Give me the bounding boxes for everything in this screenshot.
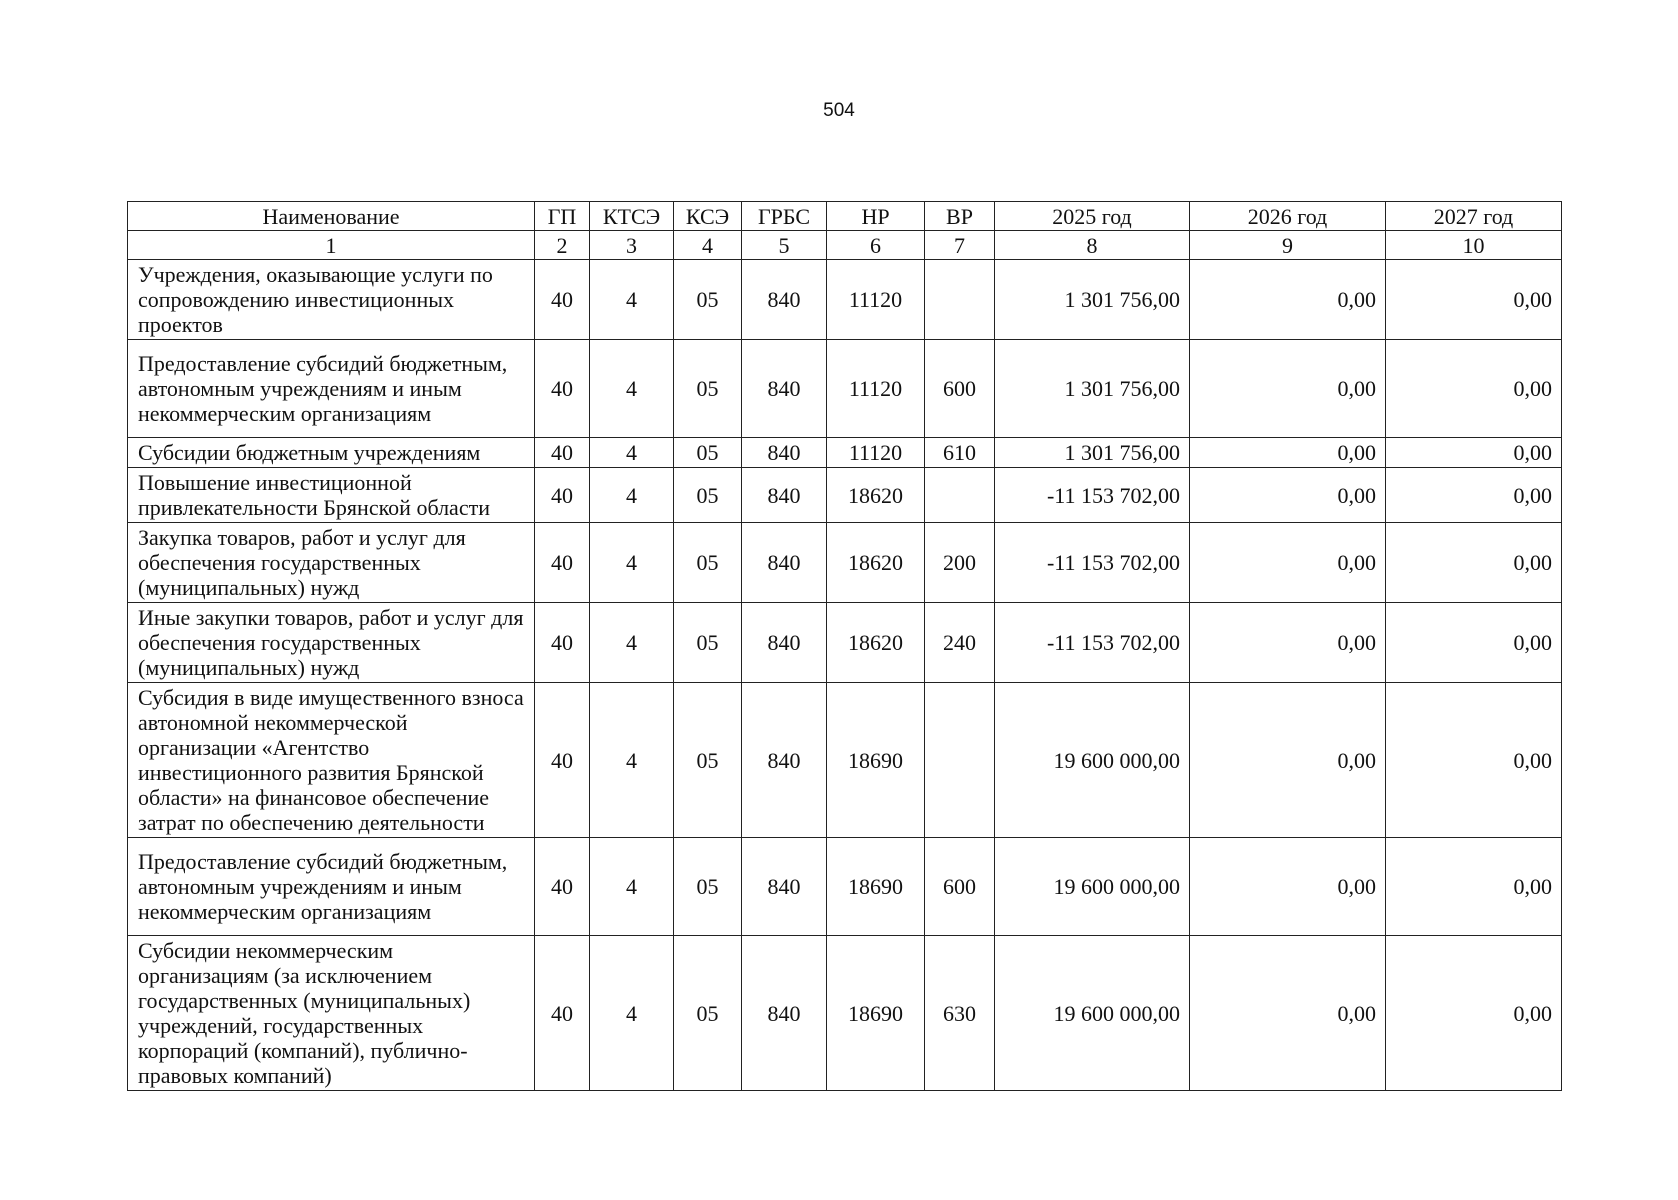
amount-2027-cell: 0,00: [1386, 468, 1562, 523]
amount-2027-cell: 0,00: [1386, 683, 1562, 838]
row-name-cell: Закупка товаров, работ и услуг для обеспечения государственных (муниципальных) нужд: [128, 523, 535, 603]
row-name-cell: Субсидии бюджетным учреждениям: [128, 438, 535, 468]
kse-cell: 05: [674, 468, 742, 523]
grbs-cell: 840: [742, 260, 827, 340]
amount-2027-cell: 0,00: [1386, 603, 1562, 683]
grbs-cell: 840: [742, 603, 827, 683]
row-name-cell: Предоставление субсидий бюджетным, автономным учреждениям и иным некоммерческим организациям: [128, 838, 535, 936]
table-row: [128, 936, 1562, 1091]
vr-cell: 630: [925, 936, 995, 1091]
ktse-cell: 4: [590, 340, 674, 438]
vr-cell: 600: [925, 838, 995, 936]
ktse-cell: 4: [590, 260, 674, 340]
nr-cell: 18620: [827, 603, 925, 683]
column-number: 8: [995, 231, 1190, 260]
amount-2025-cell: 19 600 000,00: [995, 838, 1190, 936]
vr-cell: [925, 683, 995, 838]
grbs-cell: 840: [742, 468, 827, 523]
gp-cell: 40: [535, 438, 590, 468]
budget-table: [127, 201, 1562, 1091]
row-name-cell: Повышение инвестиционной привлекательности Брянской области: [128, 468, 535, 523]
amount-2027-cell: 0,00: [1386, 260, 1562, 340]
row-name-cell: Субсидии некоммерческим организациям (за исключением государственных (муниципальных) учреждений, государственных корпораций (компаний), публично-правовых компаний): [128, 936, 535, 1091]
amount-2026-cell: 0,00: [1190, 468, 1386, 523]
table-row: [128, 260, 1562, 340]
grbs-cell: 840: [742, 438, 827, 468]
row-name-cell: Субсидия в виде имущественного взноса автономной некоммерческой организации «Агентство инвестиционного развития Брянской области» на финансовое обеспечение затрат по обеспечению деятельности: [128, 683, 535, 838]
table-row: [128, 438, 1562, 468]
amount-2025-cell: 19 600 000,00: [995, 683, 1190, 838]
vr-cell: [925, 260, 995, 340]
row-name-cell: Предоставление субсидий бюджетным, автономным учреждениям и иным некоммерческим организациям: [128, 340, 535, 438]
nr-cell: 18620: [827, 523, 925, 603]
amount-2025-cell: -11 153 702,00: [995, 603, 1190, 683]
ktse-cell: 4: [590, 523, 674, 603]
nr-cell: 18690: [827, 936, 925, 1091]
gp-cell: 40: [535, 936, 590, 1091]
kse-cell: 05: [674, 838, 742, 936]
header-ktse: КТСЭ: [590, 202, 674, 231]
header-2026: 2026 год: [1190, 202, 1386, 231]
header-2027: 2027 год: [1386, 202, 1562, 231]
nr-cell: 11120: [827, 438, 925, 468]
grbs-cell: 840: [742, 838, 827, 936]
ktse-cell: 4: [590, 603, 674, 683]
amount-2026-cell: 0,00: [1190, 340, 1386, 438]
kse-cell: 05: [674, 683, 742, 838]
table-row: [128, 603, 1562, 683]
vr-cell: [925, 468, 995, 523]
page-number: 504: [823, 100, 855, 121]
gp-cell: 40: [535, 468, 590, 523]
vr-cell: 610: [925, 438, 995, 468]
amount-2025-cell: 19 600 000,00: [995, 936, 1190, 1091]
gp-cell: 40: [535, 260, 590, 340]
ktse-cell: 4: [590, 683, 674, 838]
nr-cell: 11120: [827, 260, 925, 340]
table-row: [128, 340, 1562, 438]
amount-2026-cell: 0,00: [1190, 603, 1386, 683]
amount-2026-cell: 0,00: [1190, 683, 1386, 838]
kse-cell: 05: [674, 523, 742, 603]
table-row: [128, 683, 1562, 838]
column-number: 5: [742, 231, 827, 260]
header-2025: 2025 год: [995, 202, 1190, 231]
amount-2026-cell: 0,00: [1190, 936, 1386, 1091]
column-number: 7: [925, 231, 995, 260]
nr-cell: 11120: [827, 340, 925, 438]
amount-2025-cell: 1 301 756,00: [995, 438, 1190, 468]
row-name-cell: Учреждения, оказывающие услуги по сопровождению инвестиционных проектов: [128, 260, 535, 340]
amount-2027-cell: 0,00: [1386, 438, 1562, 468]
nr-cell: 18690: [827, 838, 925, 936]
table-row: [128, 523, 1562, 603]
kse-cell: 05: [674, 438, 742, 468]
kse-cell: 05: [674, 340, 742, 438]
gp-cell: 40: [535, 340, 590, 438]
ktse-cell: 4: [590, 438, 674, 468]
amount-2026-cell: 0,00: [1190, 523, 1386, 603]
amount-2027-cell: 0,00: [1386, 340, 1562, 438]
amount-2025-cell: -11 153 702,00: [995, 468, 1190, 523]
amount-2025-cell: 1 301 756,00: [995, 340, 1190, 438]
column-number: 10: [1386, 231, 1562, 260]
column-number: 9: [1190, 231, 1386, 260]
table-row: [128, 838, 1562, 936]
amount-2027-cell: 0,00: [1386, 523, 1562, 603]
column-number: 4: [674, 231, 742, 260]
header-row: [128, 202, 1562, 231]
row-name-cell: Иные закупки товаров, работ и услуг для обеспечения государственных (муниципальных) нужд: [128, 603, 535, 683]
vr-cell: 200: [925, 523, 995, 603]
amount-2027-cell: 0,00: [1386, 838, 1562, 936]
header-vr: ВР: [925, 202, 995, 231]
header-nr: НР: [827, 202, 925, 231]
grbs-cell: 840: [742, 523, 827, 603]
table-row: [128, 468, 1562, 523]
header-grbs: ГРБС: [742, 202, 827, 231]
amount-2026-cell: 0,00: [1190, 438, 1386, 468]
gp-cell: 40: [535, 523, 590, 603]
grbs-cell: 840: [742, 936, 827, 1091]
amount-2025-cell: -11 153 702,00: [995, 523, 1190, 603]
header-gp: ГП: [535, 202, 590, 231]
kse-cell: 05: [674, 603, 742, 683]
ktse-cell: 4: [590, 838, 674, 936]
column-number-row: [128, 231, 1562, 260]
gp-cell: 40: [535, 603, 590, 683]
vr-cell: 600: [925, 340, 995, 438]
gp-cell: 40: [535, 838, 590, 936]
grbs-cell: 840: [742, 683, 827, 838]
grbs-cell: 840: [742, 340, 827, 438]
header-kse: КСЭ: [674, 202, 742, 231]
nr-cell: 18690: [827, 683, 925, 838]
header-name: Наименование: [128, 202, 535, 231]
ktse-cell: 4: [590, 936, 674, 1091]
column-number: 2: [535, 231, 590, 260]
ktse-cell: 4: [590, 468, 674, 523]
amount-2025-cell: 1 301 756,00: [995, 260, 1190, 340]
vr-cell: 240: [925, 603, 995, 683]
amount-2027-cell: 0,00: [1386, 936, 1562, 1091]
kse-cell: 05: [674, 936, 742, 1091]
column-number: 6: [827, 231, 925, 260]
amount-2026-cell: 0,00: [1190, 260, 1386, 340]
amount-2026-cell: 0,00: [1190, 838, 1386, 936]
nr-cell: 18620: [827, 468, 925, 523]
gp-cell: 40: [535, 683, 590, 838]
kse-cell: 05: [674, 260, 742, 340]
column-number: 1: [128, 231, 535, 260]
column-number: 3: [590, 231, 674, 260]
